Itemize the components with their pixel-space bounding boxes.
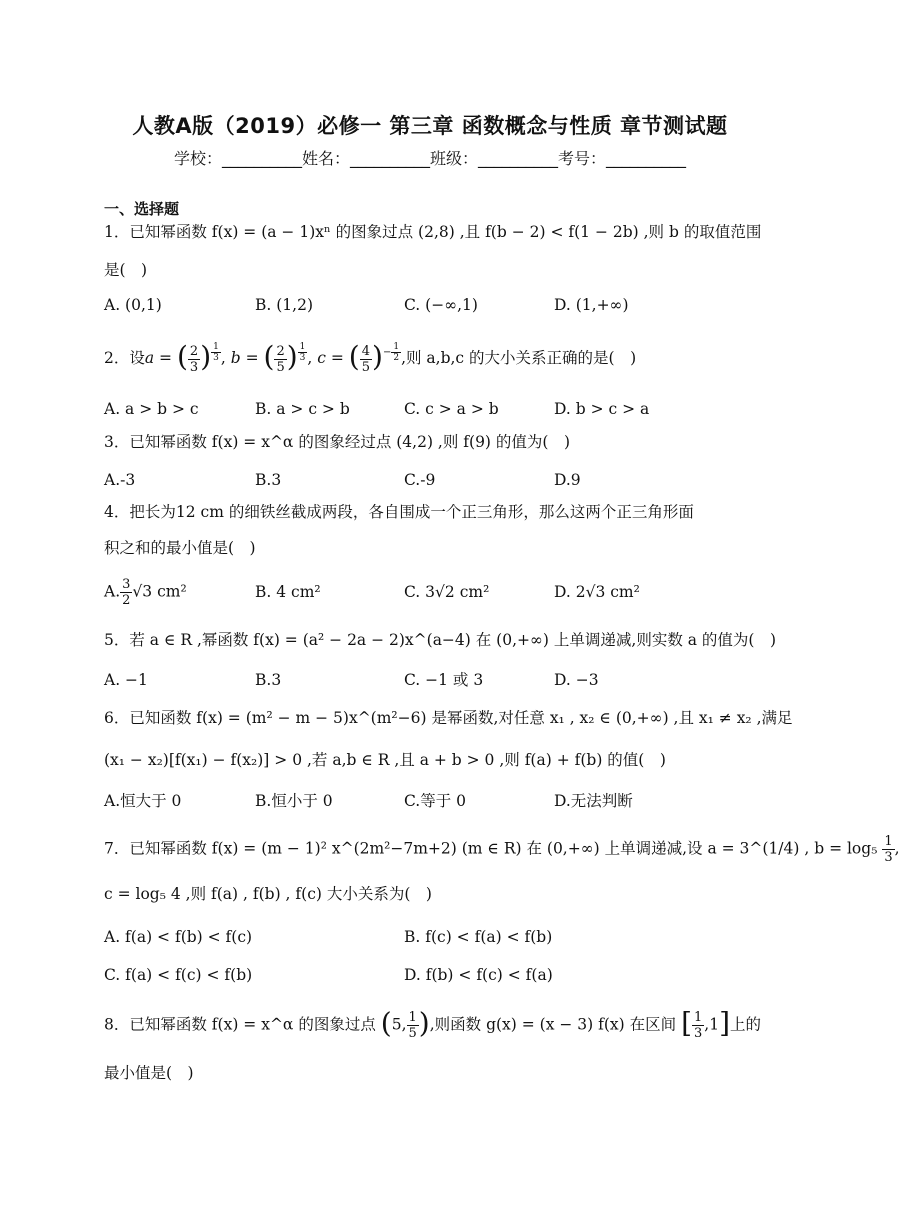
q3-option-c: C.-9 [404,471,436,489]
q7-log-fraction: $\frac{1}{3}$ [884,834,893,865]
q6-option-d: D.无法判断 [554,792,633,810]
q3-option-a: A.-3 [104,471,136,489]
q4-stem-line2: 积之和的最小值是( ) [104,539,256,557]
q2-suffix: ,则 a,b,c 的大小关系正确的是( ) [401,349,637,367]
q7-option-d: D. f(b) < f(c) < f(a) [404,966,553,984]
q6-stem-line2: (x₁ − x₂)[f(x₁) − f(x₂)] > 0 ,若 a,b ∈ R ,且 a + b > 0 ,则 f(a) + f(b) 的值( ) [104,751,666,769]
q5-stem: 5．若 a ∈ R ,幂函数 f(x) = (a² − 2a − 2)x^(a−4) 在 (0,+∞) 上单调递减,则实数 a 的值为( ) [104,631,777,649]
q7-option-c: C. f(a) < f(c) < f(b) [104,966,253,984]
student-info-line: 学校：__________姓名：__________班级：__________考号：__________ [173,149,686,168]
q5-option-c: C. −1 或 3 [404,671,484,689]
q4-option-b: B. 4 cm² [255,583,321,601]
q1-stem-line2: 是( ) [104,261,148,279]
q2-option-c: C. c > a > b [404,400,499,418]
q4-option-c: C. 3√2 cm² [404,583,490,601]
q1-option-a: A. (0,1) [104,296,162,314]
q7-option-b: B. f(c) < f(a) < f(b) [404,928,553,946]
q1-option-b: B. (1,2) [255,296,313,314]
q7-stem-line2: c = log₅ 4 ,则 f(a) , f(b) , f(c) 大小关系为( ) [104,885,432,903]
q1-option-d: D. (1,+∞) [554,296,629,314]
q2-option-a: A. a > b > c [104,400,199,418]
q6-option-a: A.恒大于 0 [104,792,182,810]
q4-stem-line1: 4．把长为12 cm 的细铁丝截成两段，各自围成一个正三角形，那么这两个正三角形面 [104,503,694,521]
q4-option-d: D. 2√3 cm² [554,583,640,601]
q7-option-a: A. f(a) < f(b) < f(c) [104,928,253,946]
q8-point-fraction: $\frac{1}{5}$ [408,1010,417,1041]
q2-option-d: D. b > c > a [554,400,650,418]
q1-stem-line1: 1．已知幂函数 f(x) = (a − 1)xⁿ 的图象过点 (2,8) ,且 f(b − 2) < f(1 − 2b) ,则 b 的取值范围 [104,223,762,241]
section-heading: 一、选择题 [104,200,180,218]
q2-c-fraction: $\frac{4}{5}$ [361,343,370,375]
q6-stem-line1: 6．已知函数 f(x) = (m² − m − 5)x^(m²−6) 是幂函数,对任意 x₁ , x₂ ∈ (0,+∞) ,且 x₁ ≠ x₂ ,满足 [104,709,793,727]
q5-option-d: D. −3 [554,671,599,689]
q3-option-b: B.3 [255,471,282,489]
q2-b-fraction: $\frac{2}{5}$ [276,343,285,375]
q8-interval-fraction: $\frac{1}{3}$ [694,1010,703,1041]
q2-a-fraction: $\frac{2}{3}$ [189,343,199,375]
q5-option-b: B.3 [255,671,282,689]
q2-stem: 2．设a = ( $\frac{2}{3}$ ) $^{\frac{1}{3}}$ , b = ( $\frac{2}{5}$ ) $^{\frac{1}{3}}$ , c = ( $\frac{4}{5}$ )$^{- \frac{1}{2}}$ ,则 a,b,c 的大小关系正确的是( ) [104,340,637,375]
q3-stem: 3．已知幂函数 f(x) = x^α 的图象经过点 (4,2) ,则 f(9) 的值为( ) [104,433,570,451]
q8-stem-line1: 8．已知幂函数 f(x) = x^α 的图象过点 (5, $\frac{1}{5}$ ),则函数 g(x) = (x − 3) f(x) 在区间 [ $\frac{1}{3}$ ,1]上的 [104,1006,762,1041]
q7-stem-line1: 7．已知幂函数 f(x) = (m − 1)² x^(2m²−7m+2) (m ∈ R) 在 (0,+∞) 上单调递减,设 a = 3^(1/4) , b = log₅ $\frac{1}{3}$ , [104,834,900,865]
q6-option-c: C.等于 0 [404,792,467,810]
q4-option-a: A. $\frac{3}{2}$ √3 cm² [104,577,187,608]
q3-option-d: D.9 [554,471,581,489]
q1-option-c: C. (−∞,1) [404,296,478,314]
q6-option-b: B.恒小于 0 [255,792,333,810]
q2-option-b: B. a > c > b [255,400,350,418]
q5-option-a: A. −1 [104,671,148,689]
page-title: 人教A版（2019）必修一 第三章 函数概念与性质 章节测试题 [132,114,728,138]
q8-stem-line2: 最小值是( ) [104,1064,194,1082]
q2-prefix: 2．设 [104,349,145,367]
